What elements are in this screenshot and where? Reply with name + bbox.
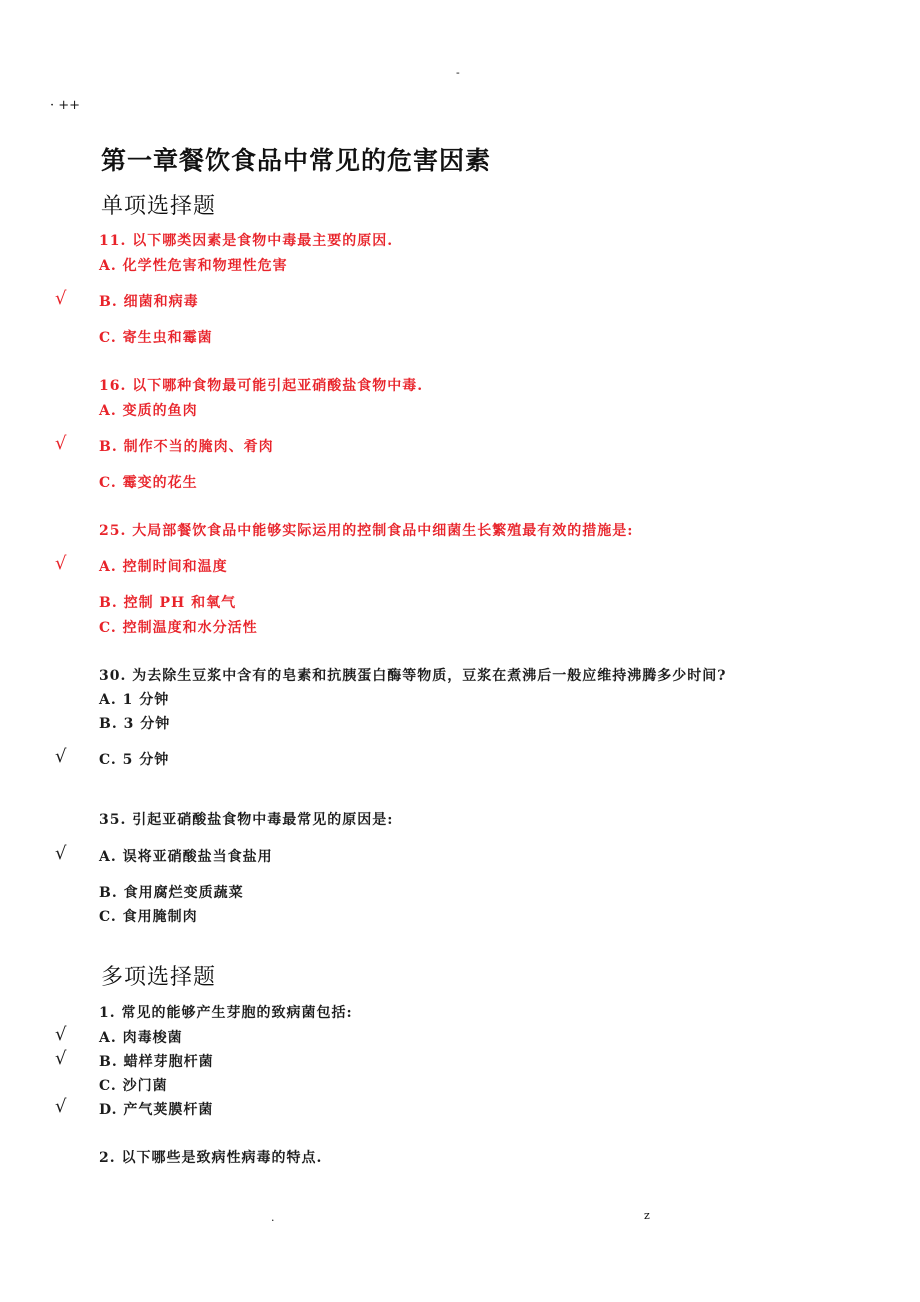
question-16: 16. 以下哪种食物最可能引起亚硝酸盐食物中毒. xyxy=(99,378,424,394)
q30-option-b: B. 3 分钟 xyxy=(99,716,171,732)
q16-option-b: B. 制作不当的腌肉、肴肉 xyxy=(99,439,274,455)
multi-question-2: 2. 以下哪些是致病性病毒的特点. xyxy=(99,1150,323,1166)
check-mark-icon: √ xyxy=(55,1024,67,1045)
footer-dot: . xyxy=(271,1211,275,1224)
question-25: 25. 大局部餐饮食品中能够实际运用的控制食品中细菌生长繁殖最有效的措施是: xyxy=(99,523,634,539)
multi-question-1: 1. 常见的能够产生芽胞的致病菌包括: xyxy=(99,1005,353,1021)
footer-page-mark: z xyxy=(644,1209,650,1222)
question-35: 35. 引起亚硝酸盐食物中毒最常见的原因是: xyxy=(99,812,394,828)
q16-option-c: C. 霉变的花生 xyxy=(99,475,198,491)
check-mark-icon: √ xyxy=(55,1096,67,1117)
m1-option-b: B. 蜡样芽胞杆菌 xyxy=(99,1054,214,1070)
question-11: 11. 以下哪类因素是食物中毒最主要的原因. xyxy=(99,233,394,249)
q11-option-b: B. 细菌和病毒 xyxy=(99,294,199,310)
q35-option-a: A. 误将亚硝酸盐当食盐用 xyxy=(99,849,273,865)
check-mark-icon: √ xyxy=(55,553,67,574)
corner-mark: · ++ xyxy=(50,98,81,113)
question-30: 30. 为去除生豆浆中含有的皂素和抗胰蛋白酶等物质，豆浆在煮沸后一般应维持沸腾多少时间? xyxy=(99,668,727,684)
chapter-title: 第一章餐饮食品中常见的危害因素 xyxy=(101,146,492,175)
m1-option-c: C. 沙门菌 xyxy=(99,1078,168,1094)
q25-option-a: A. 控制时间和温度 xyxy=(99,559,228,575)
q35-option-c: C. 食用腌制肉 xyxy=(99,909,198,925)
q35-option-b: B. 食用腐烂变质蔬菜 xyxy=(99,885,244,901)
q25-option-c: C. 控制温度和水分活性 xyxy=(99,620,258,636)
check-mark-icon: √ xyxy=(55,433,67,454)
section-single-choice: 单项选择题 xyxy=(101,194,217,219)
m1-option-d: D. 产气荚膜杆菌 xyxy=(99,1102,214,1118)
check-mark-icon: √ xyxy=(55,288,67,309)
q16-option-a: A. 变质的鱼肉 xyxy=(99,403,198,419)
check-mark-icon: √ xyxy=(55,843,67,864)
q30-option-a: A. 1 分钟 xyxy=(99,692,170,708)
q25-option-b: B. 控制 PH 和氧气 xyxy=(99,595,237,611)
m1-option-a: A. 肉毒梭菌 xyxy=(99,1030,183,1046)
check-mark-icon: √ xyxy=(55,1048,67,1069)
q11-option-c: C. 寄生虫和霉菌 xyxy=(99,330,213,346)
section-multiple-choice: 多项选择题 xyxy=(101,965,217,990)
q30-option-c: C. 5 分钟 xyxy=(99,752,170,768)
check-mark-icon: √ xyxy=(55,746,67,767)
header-mark: - xyxy=(456,66,460,79)
q11-option-a: A. 化学性危害和物理性危害 xyxy=(99,258,288,274)
